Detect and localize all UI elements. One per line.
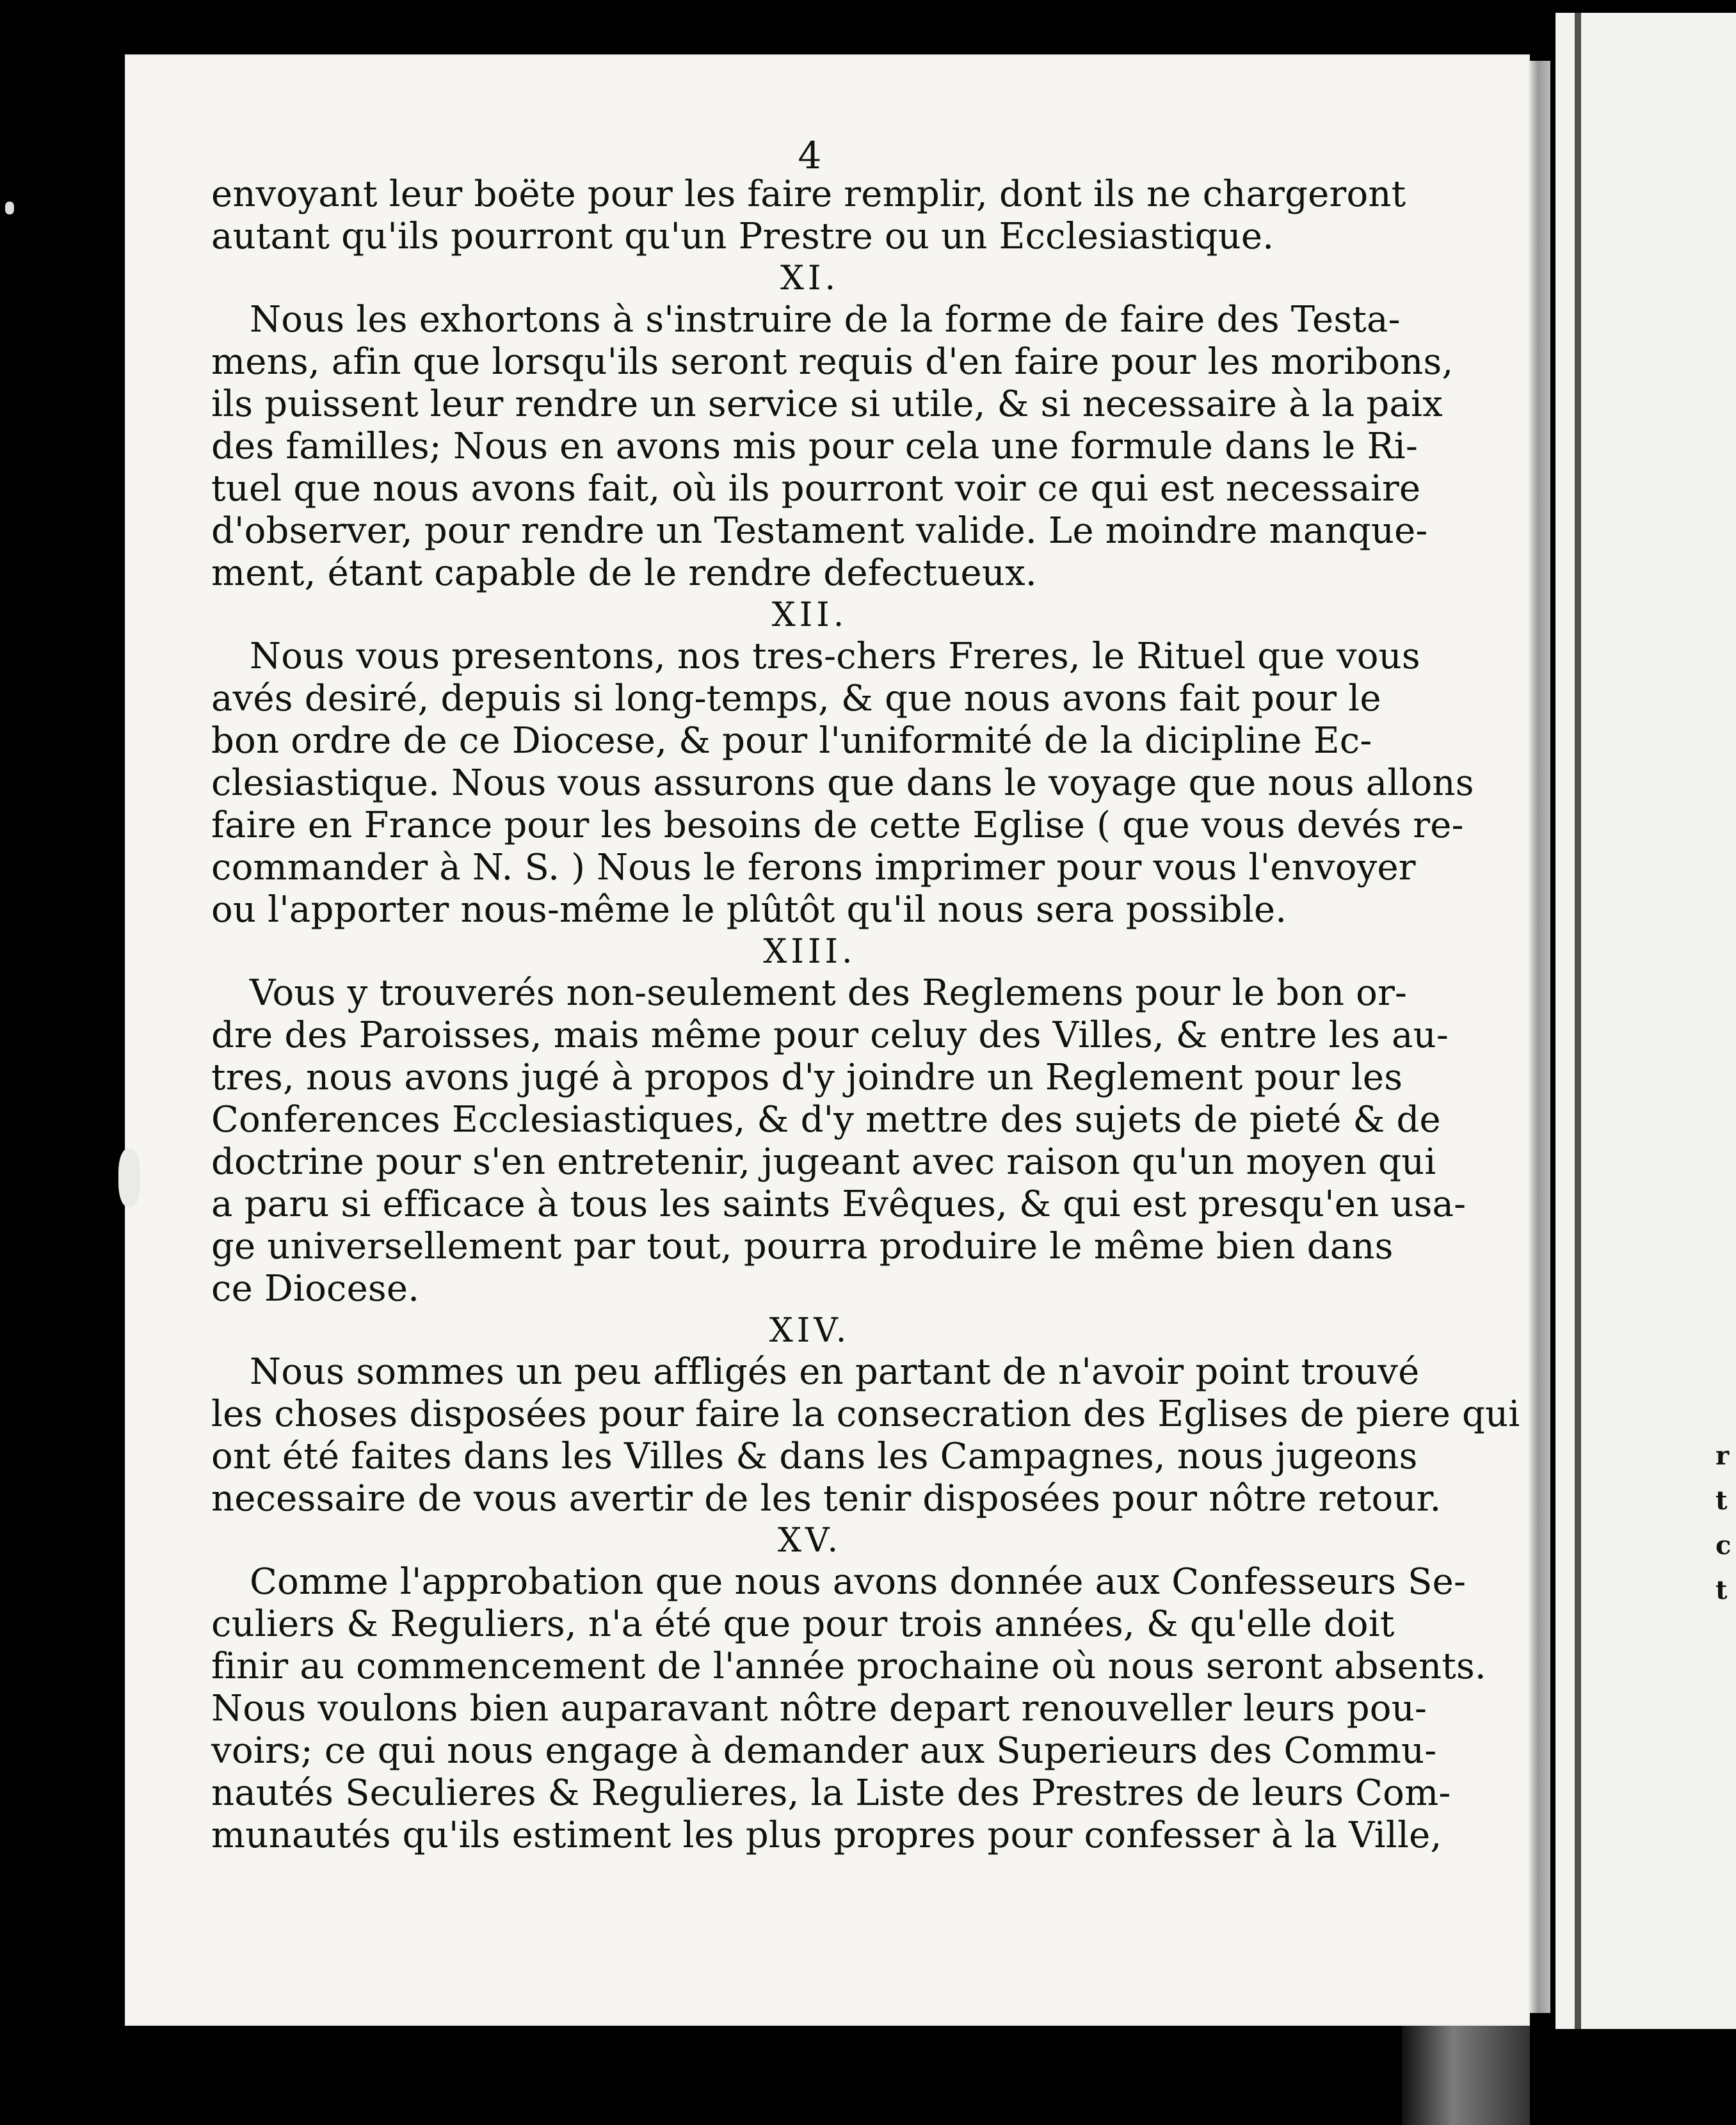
text-line: ou l'apporter nous-même le plûtôt qu'il nous sera possible. [211, 889, 1287, 931]
text-line: ce Diocese. [211, 1268, 420, 1310]
facing-page [1555, 13, 1736, 2029]
text-line: doctrine pour s'en entretenir, jugeant avec raison qu'un moyen qui [211, 1141, 1436, 1183]
facing-page-binding-shadow [1575, 13, 1581, 2029]
text-line: les choses disposées pour faire la consecration des Eglises de piere qui [211, 1393, 1520, 1435]
text-line: Nous voulons bien auparavant nôtre depart renouveller leurs pou- [211, 1688, 1427, 1729]
text-line: culiers & Reguliers, n'a été que pour trois années, & qu'elle doit [211, 1603, 1395, 1645]
page-edge [1530, 61, 1550, 2013]
text-line: ge universellement par tout, pourra produire le même bien dans [211, 1226, 1394, 1267]
page-hole [118, 1149, 140, 1207]
text-line: Nous les exhortons à s'instruire de la forme de faire des Testa- [250, 299, 1401, 341]
text-line: Nous sommes un peu affligés en partant de n'avoir point trouvé [250, 1351, 1420, 1393]
text-line: d'observer, pour rendre un Testament valide. Le moindre manque- [211, 510, 1428, 552]
article-heading: XIII. [763, 933, 856, 971]
article-heading: XII. [771, 596, 848, 634]
text-line: envoyant leur boëte pour les faire remplir, dont ils ne chargeront [211, 173, 1406, 215]
text-line: faire en France pour les besoins de cette Eglise ( que vous devés re- [211, 805, 1464, 846]
facing-page-fragments: r t c t [1716, 1441, 1732, 1605]
page-text [211, 134, 1520, 1857]
text-line: bon ordre de ce Diocese, & pour l'uniformité de la dicipline Ec- [211, 720, 1372, 762]
scan-speck [5, 202, 14, 214]
text-line: dre des Paroisses, mais même pour celuy des Villes, & entre les au- [211, 1014, 1449, 1056]
text-line: mens, afin que lorsqu'ils seront requis d'en faire pour les moribons, [211, 341, 1454, 383]
text-line: clesiastique. Nous vous assurons que dans le voyage que nous allons [211, 762, 1474, 804]
text-line: necessaire de vous avertir de les tenir disposées pour nôtre retour. [211, 1478, 1442, 1520]
text-line: tres, nous avons jugé à propos d'y joindre un Reglement pour les [211, 1057, 1403, 1098]
page-number: 4 [798, 134, 822, 177]
text-line: commander à N. S. ) Nous le ferons imprimer pour vous l'envoyer [211, 847, 1416, 888]
text-line: des familles; Nous en avons mis pour cela une formule dans le Ri- [211, 426, 1419, 467]
text-line: voirs; ce qui nous engage à demander aux Superieurs des Commu- [211, 1730, 1437, 1772]
text-line: ils puissent leur rendre un service si utile, & si necessaire à la paix [211, 383, 1443, 425]
text-line: munautés qu'ils estiment les plus propres pour confesser à la Ville, [211, 1815, 1442, 1856]
text-line: avés desiré, depuis si long-temps, & que nous avons fait pour le [211, 678, 1381, 719]
text-line: Nous vous presentons, nos tres-chers Freres, le Rituel que vous [250, 636, 1420, 677]
text-line: ont été faites dans les Villes & dans les Campagnes, nous jugeons [211, 1436, 1418, 1477]
text-line: Conferences Ecclesiastiques, & d'y mettre des sujets de pieté & de [211, 1099, 1441, 1141]
text-line: nautés Seculieres & Regulieres, la Liste des Prestres de leurs Com- [211, 1772, 1451, 1814]
text-line: Vous y trouverés non-seulement des Reglemens pour le bon or- [250, 972, 1408, 1014]
text-line: finir au commencement de l'année prochaine où nous seront absents. [211, 1646, 1486, 1687]
article-heading: XV. [777, 1521, 842, 1560]
binding-gutter [1402, 2026, 1530, 2125]
text-line: tuel que nous avons fait, où ils pourront voir ce qui est necessaire [211, 468, 1421, 509]
text-line: autant qu'ils pourront qu'un Prestre ou un Ecclesiastique. [211, 216, 1274, 257]
text-line: a paru si efficace à tous les saints Evêques, & qui est presqu'en usa- [211, 1183, 1467, 1225]
article-heading: XI. [780, 259, 840, 298]
text-line: ment, étant capable de le rendre defectueux. [211, 552, 1037, 594]
article-heading: XIV. [769, 1311, 851, 1350]
text-line: Comme l'approbation que nous avons donnée aux Confesseurs Se- [250, 1561, 1467, 1603]
